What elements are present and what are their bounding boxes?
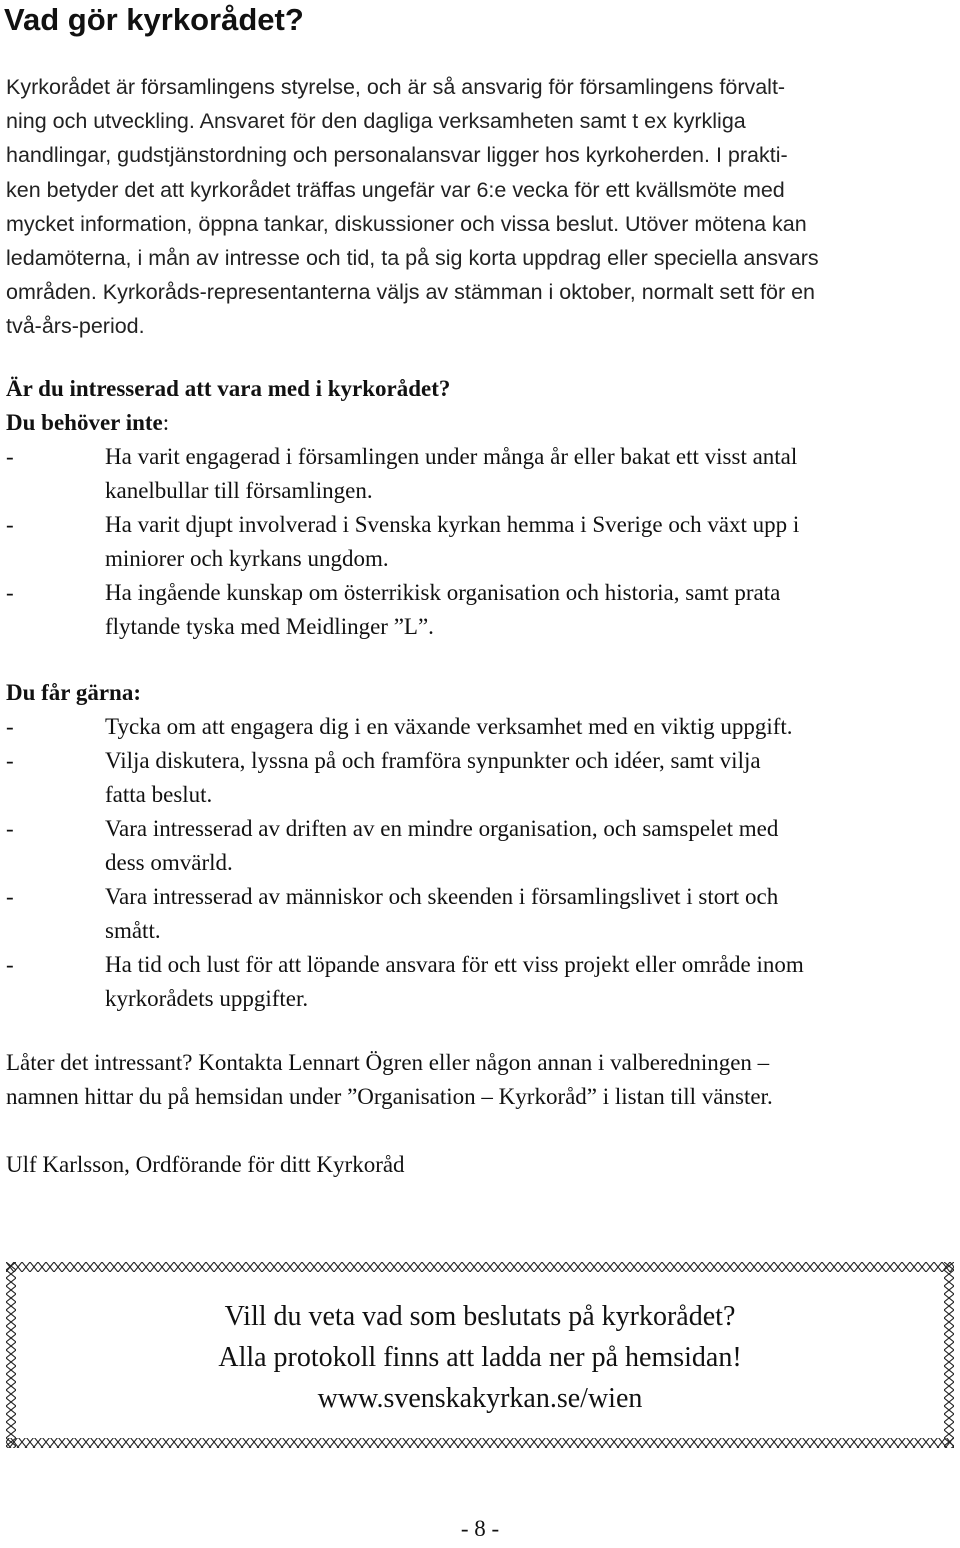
list-item-line: Ha varit djupt involverad i Svenska kyrkan hemma i Sverige och växt upp i — [105, 512, 800, 537]
list-dash: - — [6, 884, 14, 909]
need-not-colon: : — [162, 410, 170, 435]
need-not-heading-text: Du behöver inte — [6, 410, 163, 435]
intro-line: mycket information, öppna tankar, diskussioner och vissa beslut. Utöver mötena kan — [6, 211, 807, 236]
list-item-line: dess omvärld. — [105, 850, 233, 875]
intro-line: Kyrkorådet är församlingens styrelse, och är så ansvarig för församlingens förvalt- — [6, 75, 786, 99]
may-like-list — [6, 710, 956, 1016]
list-item-line: Vilja diskutera, lyssna på och framföra synpunkter och idéer, samt vilja — [105, 748, 761, 773]
list-item-line: smått. — [105, 918, 161, 943]
list-item-line: Ha ingående kunskap om österrikisk organisation och historia, samt prata — [105, 580, 781, 605]
page-number: - 8 - — [460, 1516, 500, 1541]
banner-line: Vill du veta vad som beslutats på kyrkorådet? — [224, 1301, 736, 1332]
may-like-heading — [6, 676, 141, 710]
list-item — [6, 744, 956, 812]
intro-line: handlingar, gudstjänstordning och personalansvar ligger hos kyrkoherden. I prakti- — [6, 143, 788, 168]
may-like-heading-text: Du får gärna: — [6, 680, 142, 705]
list-dash: - — [6, 714, 14, 739]
banner-text — [6, 1296, 954, 1419]
intro-line: ken betyder det att kyrkorådet träffas ungefär var 6:e vecka för ett kvällsmöte med — [6, 177, 785, 202]
list-item — [6, 576, 956, 644]
list-item — [6, 508, 956, 576]
need-not-list — [6, 440, 956, 644]
list-item-line: Tycka om att engagera dig i en växande verksamhet med en viktig uppgift. — [105, 714, 793, 739]
list-item-line: fatta beslut. — [105, 782, 213, 807]
intro-line: ledamöterna, i mån av intresse och tid, ta på sig korta uppdrag eller speciella ansvars — [6, 246, 819, 271]
list-item — [6, 710, 956, 744]
intro-line: ning och utveckling. Ansvaret för den dagliga verksamheten samt t ex kyrkliga — [6, 109, 746, 134]
list-item-line: Ha varit engagerad i församlingen under många år eller bakat ett visst antal — [105, 444, 798, 469]
intro-paragraph — [6, 70, 956, 344]
banner-line: Alla protokoll finns att ladda ner på hemsidan! — [218, 1342, 742, 1373]
list-item-line: flytande tyska med Meidlinger ”L”. — [105, 614, 434, 639]
list-item — [6, 812, 956, 880]
intro-line: områden. Kyrkoråds-representanterna väljs av stämman i oktober, normalt sett för en — [6, 280, 816, 305]
need-not-heading — [6, 406, 169, 440]
interest-heading: Är du intresserad att vara med i kyrkorådet? — [6, 376, 451, 401]
list-dash: - — [6, 580, 14, 605]
contact-line: namnen hittar du på hemsidan under ”Organisation – Kyrkoråd” i listan till vänster. — [6, 1084, 773, 1109]
list-item — [6, 440, 956, 508]
list-item-line: Ha tid och lust för att löpande ansvara för ett viss projekt eller område inom — [105, 952, 804, 977]
list-dash: - — [6, 816, 14, 841]
signature: Ulf Karlsson, Ordförande för ditt Kyrkoråd — [6, 1152, 405, 1177]
list-item-line: kyrkorådets uppgifter. — [105, 986, 309, 1011]
contact-line: Låter det intressant? Kontakta Lennart Ögren eller någon annan i valberedningen – — [6, 1050, 770, 1075]
contact-paragraph — [6, 1046, 956, 1114]
list-item-line: Vara intresserad av människor och skeenden i församlingslivet i stort och — [105, 884, 779, 909]
banner-url: www.svenskakyrkan.se/wien — [317, 1383, 643, 1414]
list-item — [6, 948, 956, 1016]
list-item-line: miniorer och kyrkans ungdom. — [105, 546, 389, 571]
list-dash: - — [6, 512, 14, 537]
intro-line: två-års-period. — [6, 314, 145, 339]
page-title: Vad gör kyrkorådet? — [4, 2, 304, 37]
list-item-line: Vara intresserad av driften av en mindre organisation, och samspelet med — [105, 816, 779, 841]
list-dash: - — [6, 748, 14, 773]
list-item-line: kanelbullar till församlingen. — [105, 478, 373, 503]
protocol-banner — [6, 1262, 954, 1448]
list-item — [6, 880, 956, 948]
list-dash: - — [6, 952, 14, 977]
list-dash: - — [6, 444, 14, 469]
